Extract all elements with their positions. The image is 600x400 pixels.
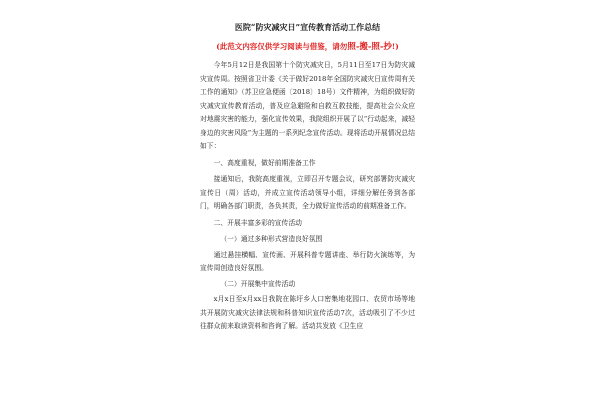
section-2-heading: 二、开展丰富多彩的宣传活动 bbox=[213, 218, 302, 227]
document-body bbox=[200, 22, 415, 334]
section-1-paragraph: 接通知后，我院高度重视，立即召开专题会议，研究部署防灾减灾宣传日（周）活动，并成立宣传活动领导小组，详细分解任务到各部门，明确各部门职责，各负其责，全力做好宣传活动的前期准备工作。 bbox=[200, 175, 415, 210]
subsection-2-heading: （二）开展集中宣传活动 bbox=[220, 279, 296, 288]
usage-notice bbox=[200, 41, 415, 53]
document-title: 医院“防灾减灾日”宣传教育活动工作总结 bbox=[234, 22, 381, 32]
intro-paragraph: 今年5月12日是我国第十个防灾减灾日，5月11日至17日为防灾减灾宣传周。按照省卫计委《关于做好2018年全国防灾减灾日宣传周有关工作的通知》（苏卫应急便函〔2018〕18号）文件精神，为组织做好防灾减灾宣传教育活动，普及应急避险和自救互救技能，提高社会公众应对地震灾害的能力，强化宣传效果，我院组织开展了以“行动起来，减轻身边的灾害风险”为主题的一系列纪念宣传活动。现将活动开展情况总结如下： bbox=[200, 61, 415, 150]
subsection-2-paragraph: x月x日至x月xx日我院在陈圩乡人口密集地花园口、农贸市场等地共开展防灾减灾法律法规和科普知识宣传活动7次，活动吸引了不少过往群众前来取读资料和咨询了解。活动共发放《卫生应 bbox=[200, 295, 415, 330]
subsection-1-heading: （一）通过多种形式营造良好氛围 bbox=[220, 235, 323, 243]
usage-notice-main: (此范文内容仅供学习阅读与借鉴，请勿 bbox=[216, 42, 348, 51]
section-1-heading: 一、高度重视，做好前期准备工作 bbox=[213, 158, 316, 167]
usage-notice-end: !) bbox=[391, 42, 399, 51]
subsection-1-paragraph: 通过悬挂横幅、宣传画、开展科普专题讲座、举行防火演练等，为宣传周创造良好氛围。 bbox=[200, 250, 415, 272]
usage-notice-emphasis: 照-搬-照-抄 bbox=[347, 42, 392, 52]
